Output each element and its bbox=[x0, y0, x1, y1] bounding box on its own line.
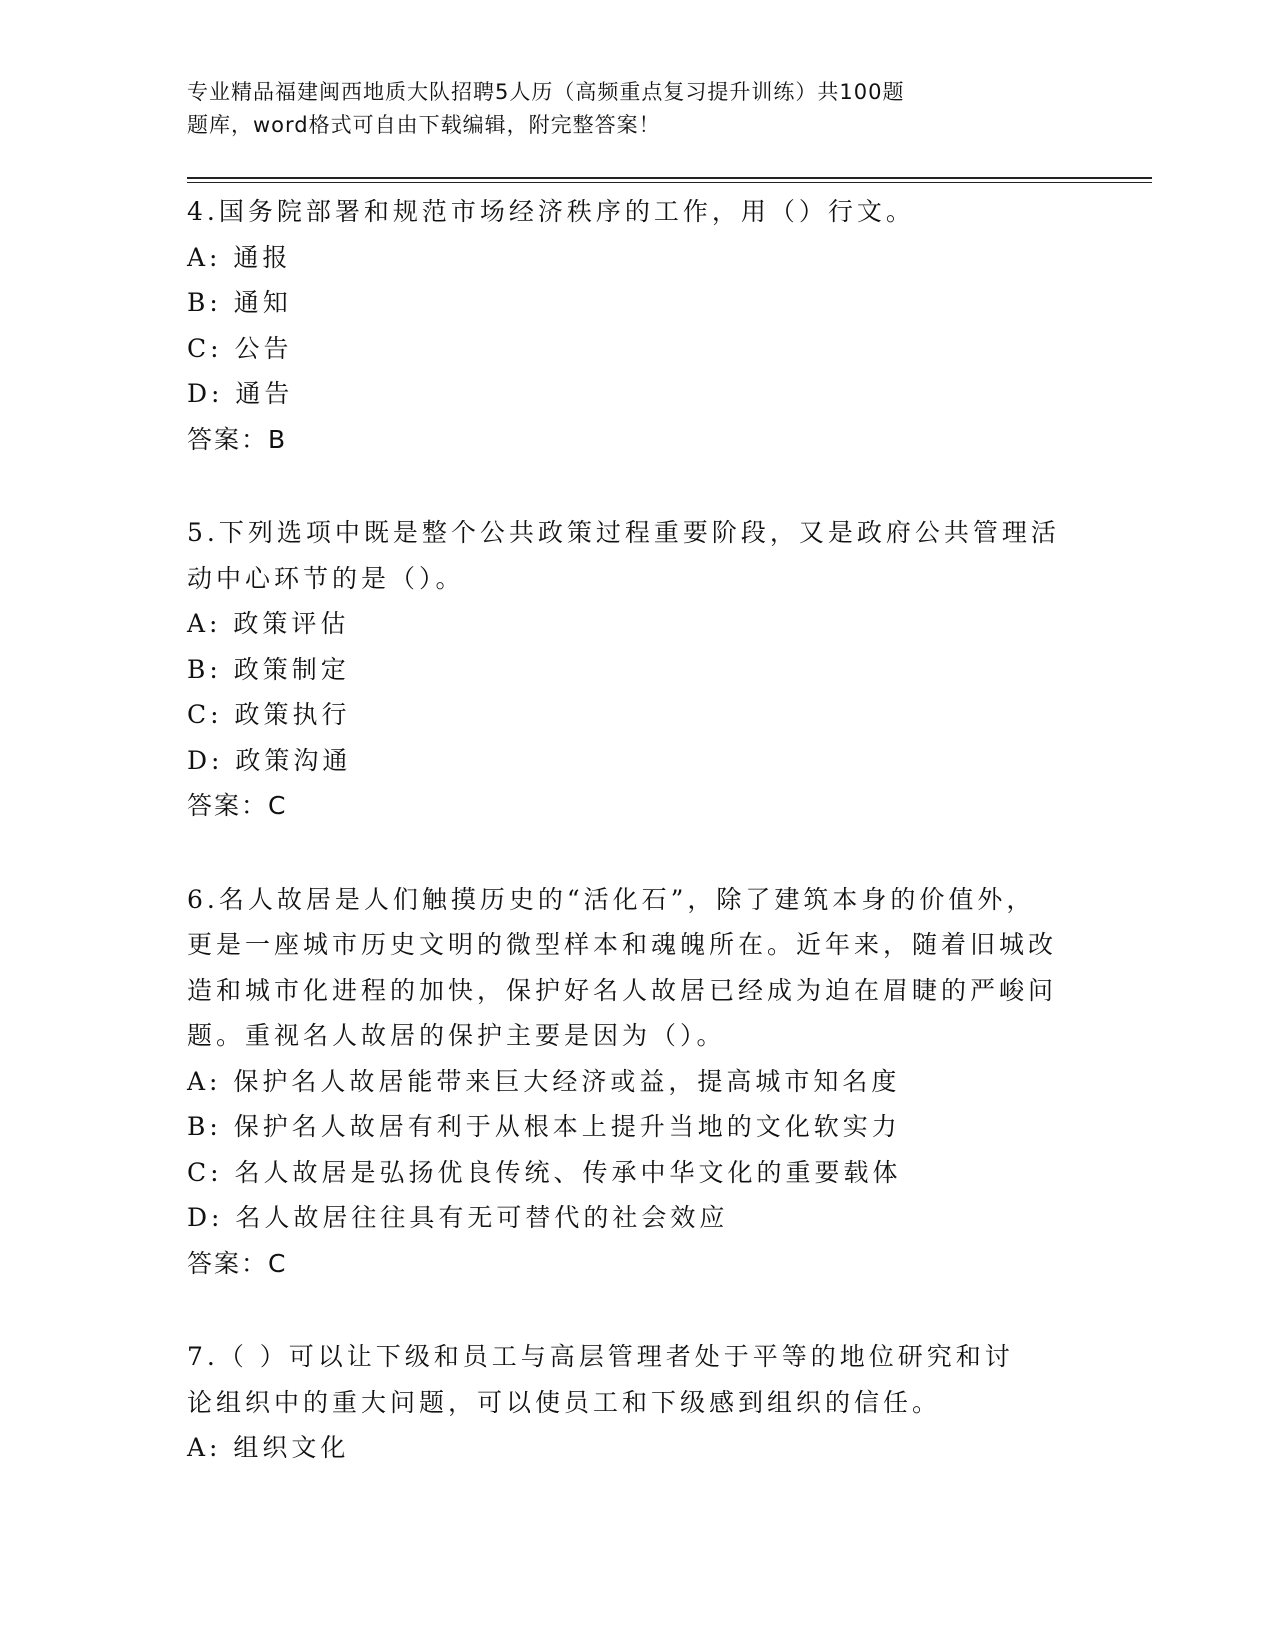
question-6 bbox=[187, 877, 1067, 1287]
option-a: A: 组织文化 bbox=[187, 1433, 350, 1462]
question-stem: 4.国务院部署和规范市场经济秩序的工作，用（）行文。 bbox=[187, 197, 915, 226]
option-d: D: 政策沟通 bbox=[187, 745, 352, 775]
question-stem: 更是一座城市历史文明的微型样本和魂魄所在。近年来，随着旧城改 bbox=[187, 930, 1058, 959]
option-b: B: 通知 bbox=[187, 288, 292, 317]
document-header bbox=[187, 76, 1027, 142]
option-a: A: 通报 bbox=[187, 242, 292, 272]
option-d: D: 名人故居往往具有无可替代的社会效应 bbox=[187, 1203, 729, 1232]
option-a: A: 保护名人故居能带来巨大经济或益，提高城市知名度 bbox=[187, 1066, 901, 1096]
answer-label: 答案：C bbox=[187, 791, 288, 820]
option-c: C: 公告 bbox=[187, 333, 293, 363]
header-title-line-1: 专业精品福建闽西地质大队招聘5人历（高频重点复习提升训练）共100题 bbox=[187, 80, 905, 104]
answer-label: 答案：B bbox=[187, 424, 288, 454]
question-stem: 造和城市化进程的加快，保护好名人故居已经成为迫在眉睫的严峻问 bbox=[187, 975, 1058, 1005]
header-title-line-2: 题库，word格式可自由下载编辑，附完整答案！ bbox=[187, 113, 661, 137]
option-d: D: 通告 bbox=[187, 379, 294, 408]
answer-label: 答案：C bbox=[187, 1248, 288, 1278]
header-divider-thin bbox=[187, 182, 1152, 183]
question-stem: 7.（ ）可以让下级和员工与高层管理者处于平等的地位研究和讨 bbox=[187, 1342, 1014, 1371]
question-stem: 题。重视名人故居的保护主要是因为（）。 bbox=[187, 1021, 726, 1050]
option-a: A: 政策评估 bbox=[187, 609, 350, 638]
question-list bbox=[187, 189, 1067, 1519]
question-4 bbox=[187, 189, 1067, 462]
question-5 bbox=[187, 510, 1067, 829]
question-stem: 5.下列选项中既是整个公共政策过程重要阶段，又是政府公共管理活 bbox=[187, 518, 1060, 547]
question-stem: 动中心环节的是（）。 bbox=[187, 563, 465, 593]
question-stem: 论组织中的重大问题，可以使员工和下级感到组织的信任。 bbox=[187, 1387, 942, 1417]
header-divider-thick bbox=[187, 177, 1152, 179]
question-stem: 6.名人故居是人们触摸历史的“活化石”，除了建筑本身的价值外， bbox=[187, 884, 1036, 914]
question-7 bbox=[187, 1334, 1067, 1471]
option-b: B: 保护名人故居有利于从根本上提升当地的文化软实力 bbox=[187, 1112, 901, 1141]
option-c: C: 名人故居是弘扬优良传统、传承中华文化的重要载体 bbox=[187, 1157, 902, 1187]
option-b: B: 政策制定 bbox=[187, 654, 350, 684]
option-c: C: 政策执行 bbox=[187, 700, 351, 729]
